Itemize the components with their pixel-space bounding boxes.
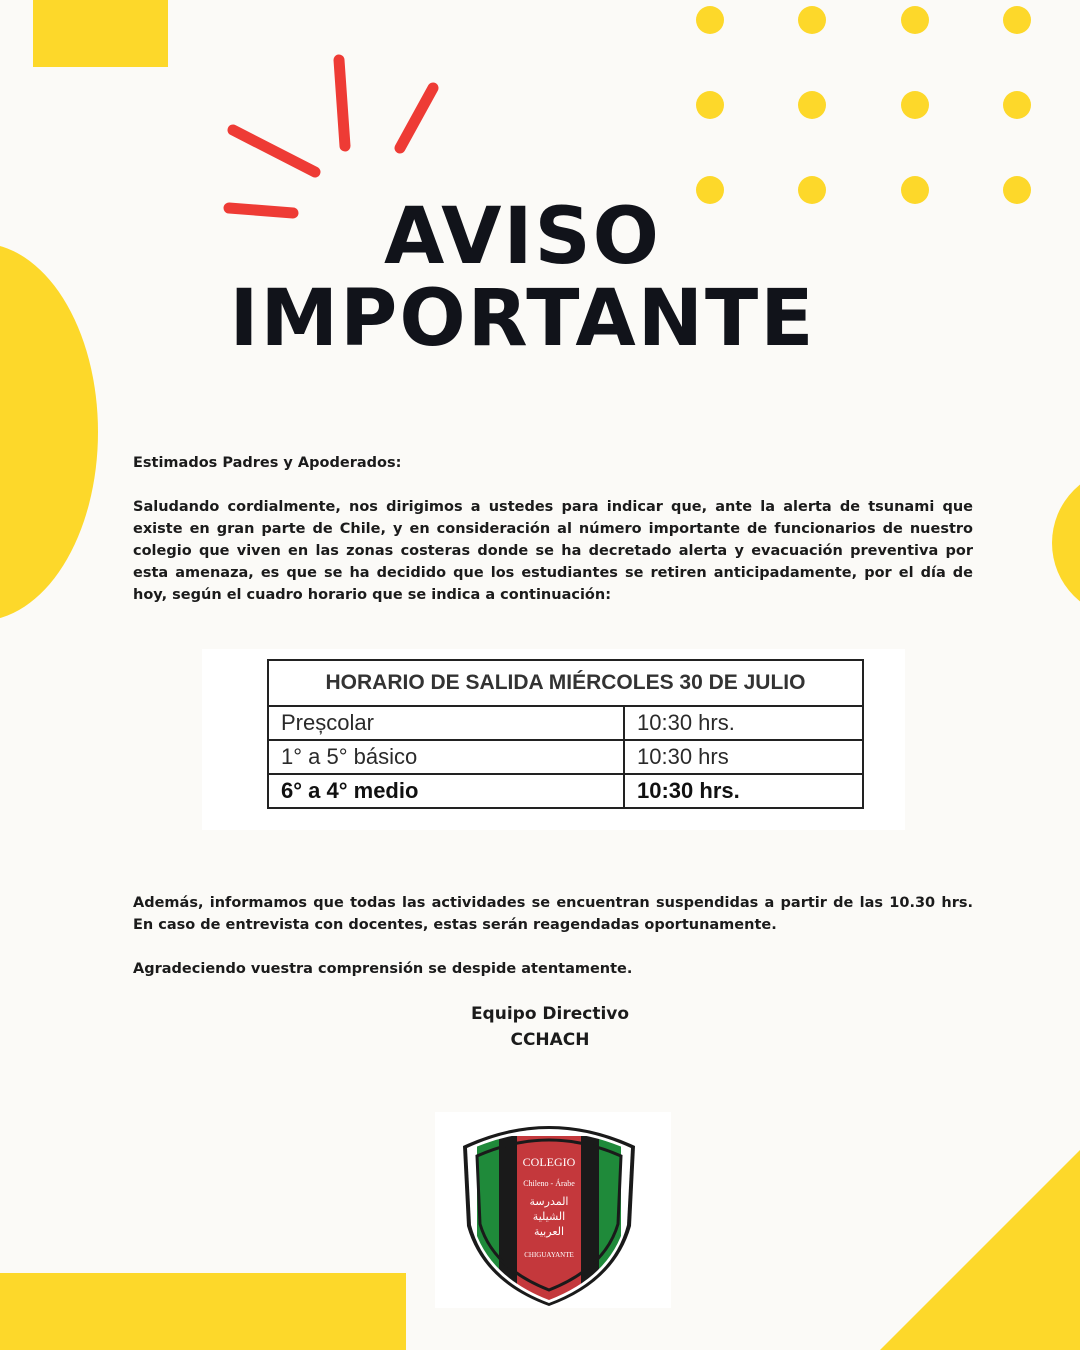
bottom-right-yellow-triangle xyxy=(880,1150,1080,1350)
level-cell: 6° a 4° medio xyxy=(268,774,624,808)
crest-chileno-arabe: Chileno - Árabe xyxy=(523,1179,575,1188)
dot xyxy=(798,6,826,34)
crest-chiguayante: CHIGUAYANTE xyxy=(524,1251,574,1259)
dot xyxy=(901,6,929,34)
title-line-2: IMPORTANTE xyxy=(229,274,816,364)
signature-team: Equipo Directivo xyxy=(470,1004,630,1024)
dot xyxy=(1003,91,1031,119)
time-cell: 10:30 hrs. xyxy=(624,706,863,740)
time-cell: 10:30 hrs xyxy=(624,740,863,774)
schedule-panel xyxy=(202,649,905,830)
time-cell: 10:30 hrs. xyxy=(624,774,863,808)
body-paragraph: Saludando cordialmente, nos dirigimos a ustedes para indicar que, ante la alerta de tsunami que existe en gran parte de Chile, y en consideración al número importante de funcionarios de nuestro colegio que viven en las zonas costeras donde se ha decretado alerta y evacuación preventiva por esta amenaza, es que se ha decidido que los estudiantes se retiren anticipadamente, por el día de hoy, según el cuadro horario que se indica a continuación: xyxy=(133,499,973,603)
bottom-left-yellow-rectangle xyxy=(0,1273,406,1350)
signature-school: CCHACH xyxy=(510,1030,590,1050)
dot xyxy=(696,91,724,119)
title-line-1: AVISO xyxy=(384,192,661,282)
dot xyxy=(901,91,929,119)
school-crest-panel xyxy=(435,1112,671,1308)
crest-arabic-3: العربية xyxy=(533,1225,565,1238)
school-crest-logo xyxy=(459,1118,639,1306)
greeting: Estimados Padres y Apoderados: xyxy=(133,455,402,471)
dot xyxy=(696,6,724,34)
table-row xyxy=(268,774,863,808)
dot xyxy=(798,91,826,119)
crest-colegio: COLEGIO xyxy=(522,1155,576,1169)
dot xyxy=(1003,6,1031,34)
level-cell: 1° a 5° básico xyxy=(268,740,624,774)
level-cell: Preșcolar xyxy=(268,706,624,740)
closing-paragraph: Agradeciendo vuestra comprensión se despide atentamente. xyxy=(133,961,633,977)
crest-arabic-2: الشيلية xyxy=(532,1210,566,1223)
activities-paragraph: Además, informamos que todas las actividades se encuentran suspendidas a partir de las 10.30 hrs. En caso de entrevista con docentes, estas serán reagendadas oportunamente. xyxy=(133,895,973,933)
right-yellow-circle xyxy=(1052,468,1080,618)
schedule-header: HORARIO DE SALIDA MIÉRCOLES 30 DE JULIO xyxy=(268,660,863,706)
table-row xyxy=(268,740,863,774)
crest-arabic-1: المدرسة xyxy=(529,1195,569,1208)
table-row xyxy=(268,706,863,740)
top-left-yellow-rectangle xyxy=(33,0,168,67)
schedule-table xyxy=(267,659,864,809)
